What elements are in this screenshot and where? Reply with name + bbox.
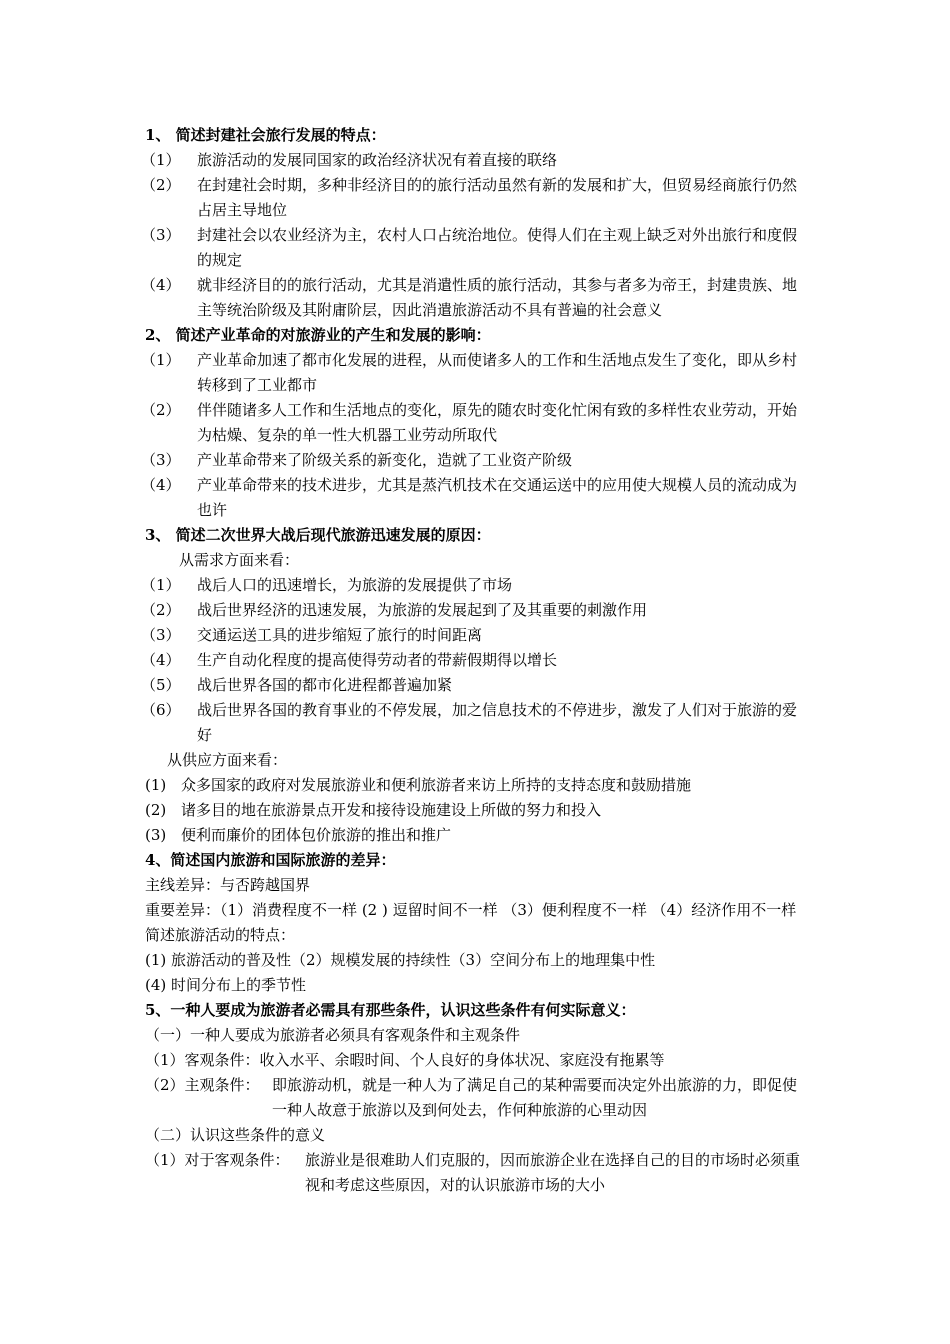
list-item bbox=[141, 448, 810, 473]
main-difference: 主线差异：与否跨越国界 bbox=[145, 876, 311, 894]
list-number: （1）客观条件： bbox=[145, 1051, 260, 1069]
list-number: （2） bbox=[141, 401, 181, 419]
objective-significance bbox=[145, 1148, 810, 1198]
list-text: 收入水平、余暇时间、个人良好的身体状况、家庭没有拖累等 bbox=[259, 1051, 665, 1069]
list-number: （1） bbox=[141, 351, 181, 369]
list-item bbox=[141, 398, 810, 448]
list-text: 产业革命带来了阶级关系的新变化，造就了工业资产阶级 bbox=[197, 451, 573, 469]
part-two-label: （二）认识这些条件的意义 bbox=[145, 1126, 326, 1144]
list-text: 产业革命加速了都市化发展的进程，从而使诸多人的工作和生活地点发生了变化，即从乡村转移到了工业都市 bbox=[197, 351, 798, 394]
features-line: (4) 时间分布上的季节性 bbox=[145, 976, 307, 994]
list-item bbox=[141, 348, 810, 398]
list-text: 在封建社会时期，多种非经济目的的旅行活动虽然有新的发展和扩大，但贸易经商旅行仍然占居主导地位 bbox=[197, 176, 798, 219]
subjective-conditions bbox=[145, 1073, 810, 1123]
list-item bbox=[141, 598, 810, 623]
part-one-label: （一）一种人要成为旅游者必须具有客观条件和主观条件 bbox=[145, 1026, 521, 1044]
list-item bbox=[141, 173, 810, 223]
list-number: (1) bbox=[145, 776, 167, 794]
list-text: 战后世界各国的教育事业的不停发展，加之信息技术的不停进步，激发了人们对于旅游的爱好 bbox=[197, 701, 798, 744]
list-number: （3） bbox=[141, 626, 181, 644]
list-item bbox=[141, 573, 810, 598]
list-item bbox=[141, 223, 810, 273]
list-text: 生产自动化程度的提高使得劳动者的带薪假期得以增长 bbox=[197, 651, 558, 669]
list-number: （2）主观条件： bbox=[145, 1076, 260, 1094]
important-difference: 重要差异：（1）消费程度不一样 (2 ) 逗留时间不一样 （3）便利程度不一样 （4）经济作用不一样 bbox=[145, 901, 797, 919]
list-number: （3） bbox=[141, 451, 181, 469]
q2-heading: 2、 简述产业革命的对旅游业的产生和发展的影响： bbox=[145, 326, 491, 344]
list-number: （2） bbox=[141, 601, 181, 619]
features-label: 简述旅游活动的特点： bbox=[145, 926, 296, 944]
list-text: 便利而廉价的团体包价旅游的推出和推广 bbox=[181, 826, 452, 844]
list-item bbox=[141, 623, 810, 648]
objective-conditions bbox=[145, 1048, 810, 1073]
q3-heading: 3、 简述二次世界大战后现代旅游迅速发展的原因： bbox=[145, 526, 491, 544]
list-text: 交通运送工具的进步缩短了旅行的时间距离 bbox=[197, 626, 483, 644]
list-item bbox=[141, 698, 810, 748]
list-text: 产业革命带来的技术进步，尤其是蒸汽机技术在交通运送中的应用使大规模人员的流动成为也许 bbox=[197, 476, 798, 519]
list-number: （4） bbox=[141, 651, 181, 669]
list-text: 战后世界各国的都市化进程都普遍加紧 bbox=[197, 676, 453, 694]
list-text: 伴伴随诸多人工作和生活地点的变化，原先的随农时变化忙闲有致的多样性农业劳动，开始为枯燥、复杂的单一性大机器工业劳动所取代 bbox=[197, 401, 798, 444]
list-number: (3) bbox=[145, 826, 167, 844]
list-item bbox=[141, 673, 810, 698]
list-text: 众多国家的政府对发展旅游业和便利旅游者来访上所持的支持态度和鼓励措施 bbox=[181, 776, 692, 794]
list-text: 即旅游动机，就是一种人为了满足自己的某种需要而决定外出旅游的力，即促使一种人故意于旅游以及到何处去，作何种旅游的心里动因 bbox=[272, 1076, 798, 1119]
list-item bbox=[141, 148, 810, 173]
q1-heading: 1、 简述封建社会旅行发展的特点： bbox=[145, 126, 386, 144]
list-text: 战后人口的迅速增长，为旅游的发展提供了市场 bbox=[197, 576, 513, 594]
list-text: 就非经济目的的旅行活动，尤其是消遣性质的旅行活动，其参与者多为帝王，封建贵族、地主等统治阶级及其附庸阶层，因此消遣旅游活动不具有普遍的社会意义 bbox=[197, 276, 798, 319]
document-body bbox=[141, 123, 810, 1198]
list-number: （4） bbox=[141, 276, 181, 294]
list-number: （6） bbox=[141, 701, 181, 719]
list-text: 旅游活动的发展同国家的政治经济状况有着直接的联络 bbox=[197, 151, 558, 169]
list-item bbox=[145, 823, 810, 848]
list-number: （5） bbox=[141, 676, 181, 694]
list-text: 诸多目的地在旅游景点开发和接待设施建设上所做的努力和投入 bbox=[181, 801, 602, 819]
list-item bbox=[141, 648, 810, 673]
list-number: （1） bbox=[141, 151, 181, 169]
list-item bbox=[145, 773, 810, 798]
list-number: （1）对于客观条件： bbox=[145, 1151, 290, 1169]
list-item bbox=[141, 273, 810, 323]
list-text: 战后世界经济的迅速发展，为旅游的发展起到了及其重要的刺激作用 bbox=[197, 601, 648, 619]
list-number: (2) bbox=[145, 801, 167, 819]
list-number: （1） bbox=[141, 576, 181, 594]
list-number: （4） bbox=[141, 476, 181, 494]
features-line: (1) 旅游活动的普及性（2）规模发展的持续性（3）空间分布上的地理集中性 bbox=[145, 951, 656, 969]
q4-heading: 4、简述国内旅游和国际旅游的差异： bbox=[145, 851, 396, 869]
list-item bbox=[145, 798, 810, 823]
supply-label: 从供应方面来看： bbox=[167, 751, 288, 769]
demand-label: 从需求方面来看： bbox=[179, 551, 300, 569]
list-text: 封建社会以农业经济为主，农村人口占统治地位。使得人们在主观上缺乏对外出旅行和度假的规定 bbox=[197, 226, 798, 269]
q5-heading: 5、一种人要成为旅游者必需具有那些条件，认识这些条件有何实际意义： bbox=[145, 1001, 636, 1019]
list-number: （2） bbox=[141, 176, 181, 194]
list-text: 旅游业是很难助人们克服的，因而旅游企业在选择自己的目的市场时必须重视和考虑这些原因，对的认识旅游市场的大小 bbox=[305, 1151, 801, 1194]
list-number: （3） bbox=[141, 226, 181, 244]
list-item bbox=[141, 473, 810, 523]
